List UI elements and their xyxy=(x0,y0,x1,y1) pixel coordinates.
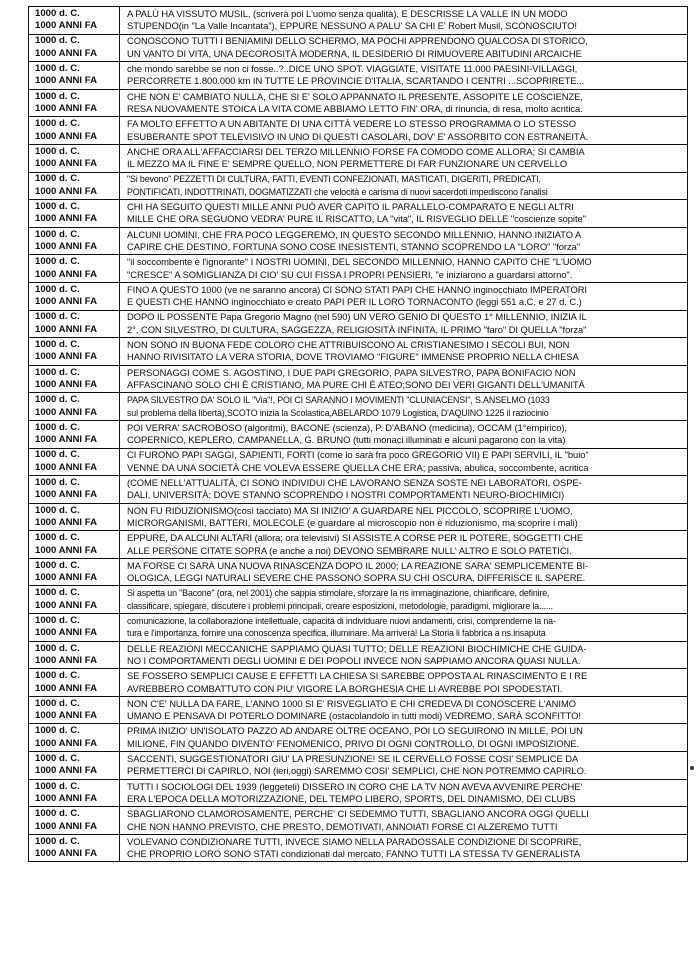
text-line-2: OLOGICA, LEGGI NATURALI SEVERE CHE PASSONO SOPRA SU CHI OSCURA, DIFFERISCE IL SAPERE. xyxy=(127,572,586,584)
date-label: 1000 d. C. xyxy=(35,366,80,378)
text-cell xyxy=(120,503,688,531)
text-line-1: NON SONO IN BUONA FEDE COLORO CHE ATTRIBUISCONO AL CRISTIANESIMO I SECOLI BUI, NON xyxy=(127,339,570,351)
date-cell xyxy=(29,144,120,172)
text-line-2: CHE NON HANNO PREVISTO, CHE PRESTO, DEMOTIVATI, ANNOIATI FORSE CI ALZEREMO TUTTI xyxy=(127,820,558,832)
text-cell xyxy=(120,200,688,228)
table-row xyxy=(29,669,688,697)
date-cell xyxy=(29,752,120,780)
text-line-2: classificare, spiegare, discutere i problemi principali, creare esposizioni, metodologie, paradigmi, migliorare la...... xyxy=(127,600,553,611)
date-cell xyxy=(29,89,120,117)
table-row xyxy=(29,779,688,807)
text-line-1: SBAGLIARONO CLAMOROSAMENTE, PERCHE' CI SEDEMMO TUTTI, SBAGLIANO ANCORA OGGI QUELLI xyxy=(127,808,589,820)
text-line-2: VENNE DA UNA SOCIETÀ CHE VOLEVA ESSERE QUELLA CHE ERA; passiva, abulica, soccombente, acritica xyxy=(127,461,589,473)
table-row xyxy=(29,614,688,642)
table-row xyxy=(29,34,688,62)
text-cell xyxy=(120,834,688,862)
text-line-2: MILLE CHE ORA SEGUONO VEDRA' PURE IL RISCATTO, LA "vita", IL RISVEGLIO DELLE "coscienze sopite" xyxy=(127,213,586,225)
date-cell xyxy=(29,503,120,531)
text-cell xyxy=(120,89,688,117)
text-line-2: NO I COMPORTAMENTI DEGLI UOMINI E DEI POPOLI INVECE NON SAPPIAMO ANCORA QUASI NULLA. xyxy=(127,654,581,666)
text-cell xyxy=(120,641,688,669)
date-cell xyxy=(29,558,120,586)
text-line-2: CHE PROPRIO LORO SONO STATI condizionati dal mercato, FANNO TUTTI LA STESSA TV GENERALISTA xyxy=(127,848,581,860)
text-cell xyxy=(120,807,688,835)
date-label: 1000 d. C. xyxy=(35,642,80,654)
text-cell xyxy=(120,282,688,310)
text-cell xyxy=(120,558,688,586)
text-cell xyxy=(120,614,688,642)
date-label: 1000 d. C. xyxy=(35,752,80,764)
date-label: 1000 d. C. xyxy=(35,559,80,571)
text-line-2: AFFASCINANO SOLO CHI È CRISTIANO, MA PURE CHI È ATEO;SONO DEI VERI GIGANTI DELL'UMANITÀ xyxy=(127,379,585,391)
date-cell xyxy=(29,531,120,559)
date-label: 1000 d. C. xyxy=(35,228,80,240)
date-cell xyxy=(29,7,120,35)
date-cell xyxy=(29,669,120,697)
ago-label: 1000 ANNI FA xyxy=(35,379,98,391)
date-cell xyxy=(29,696,120,724)
text-line-2: PERCORRETE 1.800.000 km IN TUTTE LE PROVINCIE D'ITALIA, SCARTANDO I CENTRI ...SCOPRIRETE... xyxy=(127,75,585,87)
text-line-1: PAPA SILVESTRO DA' SOLO IL "Via"!, POI CI SARANNO I MOVIMENTI "CLUNIACENSI", S.ANSELMO (1033 xyxy=(127,395,550,406)
text-line-2: tura e l'importanza, fornire una conoscenza specifica, illuminare. Ma arriverà! La Storia li fabbrica a ns.insaputa xyxy=(127,628,546,639)
ago-label: 1000 ANNI FA xyxy=(35,765,98,777)
text-line-1: MA FORSE CI SARÀ UNA NUOVA RINASCENZA DOPO IL 2000; LA REAZIONE SARA' SEMPLICEMENTE BI- xyxy=(127,559,589,571)
date-label: 1000 d. C. xyxy=(35,63,80,75)
text-cell xyxy=(120,531,688,559)
text-cell xyxy=(120,117,688,145)
ago-label: 1000 ANNI FA xyxy=(35,544,98,556)
text-cell xyxy=(120,393,688,421)
ago-label: 1000 ANNI FA xyxy=(35,737,98,749)
ago-label: 1000 ANNI FA xyxy=(35,627,98,639)
text-cell xyxy=(120,7,688,35)
table-row xyxy=(29,420,688,448)
ago-label: 1000 ANNI FA xyxy=(35,75,98,87)
text-line-1: FINO A QUESTO 1000 (ve ne saranno ancora) CI SONO STATI PAPI CHE HANNO inginocchiato IMPERATORI xyxy=(127,283,587,295)
text-line-2: MICRORGANISMI, BATTERI, MOLECOLE (e guardare al microscopio non è riduzionismo, ma scoprire i mali) xyxy=(127,516,578,528)
table-row xyxy=(29,227,688,255)
ago-label: 1000 ANNI FA xyxy=(35,710,98,722)
ago-label: 1000 ANNI FA xyxy=(35,434,98,446)
table-row xyxy=(29,558,688,586)
date-label: 1000 d. C. xyxy=(35,35,80,47)
text-line-2: PERMETTERCI DI CAPIRLO, NOI (ieri,oggi) SAREMMO COSI' SEMPLICI, CHE NON POTREMMO CAPIRLO. xyxy=(127,765,587,777)
date-cell xyxy=(29,586,120,614)
date-cell xyxy=(29,310,120,338)
date-cell xyxy=(29,365,120,393)
ago-label: 1000 ANNI FA xyxy=(35,599,98,611)
date-label: 1000 d. C. xyxy=(35,614,80,626)
text-line-2: "CRESCE" A SOMIGLIANZA DI CIO' SU CUI FISSA I PROPRI PENSIERI, "e iniziarono a guardarsi attorno". xyxy=(127,268,573,280)
date-label: 1000 d. C. xyxy=(35,835,80,847)
ago-label: 1000 ANNI FA xyxy=(35,351,98,363)
date-label: 1000 d. C. xyxy=(35,90,80,102)
table-row xyxy=(29,448,688,476)
text-cell xyxy=(120,420,688,448)
text-line-2: UN VANTO DI VITA, UNA DECOROSITÀ MODERNA, IL DESIDERIO DI RIMUOVERE ABITUDINI ARCAICHE xyxy=(127,47,582,59)
date-label: 1000 d. C. xyxy=(35,394,80,406)
date-cell xyxy=(29,255,120,283)
text-cell xyxy=(120,255,688,283)
text-cell xyxy=(120,227,688,255)
table-row xyxy=(29,310,688,338)
date-label: 1000 d. C. xyxy=(35,587,80,599)
ago-label: 1000 ANNI FA xyxy=(35,406,98,418)
ago-label: 1000 ANNI FA xyxy=(35,158,98,170)
document-sheet xyxy=(28,6,688,862)
text-cell xyxy=(120,696,688,724)
text-cell xyxy=(120,752,688,780)
text-line-2: HANNO RIVISITATO LA VERA STORIA, DOVE TROVIAMO "FIGURE" IMMENSE PROPRIO NELLA CHIESA xyxy=(127,351,579,363)
table-row xyxy=(29,531,688,559)
ago-label: 1000 ANNI FA xyxy=(35,185,98,197)
table-row xyxy=(29,724,688,752)
text-line-1: comunicazione, la collaborazione intellettuale, capacità di individuare nuovi andamenti, crisi, comprenderne la na- xyxy=(127,615,556,626)
text-cell xyxy=(120,144,688,172)
date-label: 1000 d. C. xyxy=(35,283,80,295)
text-line-1: PRIMA INIZIO' UN'ISOLATO PAZZO AD ANDARE OLTRE OCEANO, POI LO SEGUIRONO IN MILLE, POI UN xyxy=(127,725,583,737)
ink-spot xyxy=(690,766,694,770)
date-label: 1000 d. C. xyxy=(35,449,80,461)
date-label: 1000 d. C. xyxy=(35,311,80,323)
date-label: 1000 d. C. xyxy=(35,421,80,433)
date-label: 1000 d. C. xyxy=(35,780,80,792)
date-cell xyxy=(29,448,120,476)
date-cell xyxy=(29,641,120,669)
date-cell xyxy=(29,200,120,228)
date-label: 1000 d. C. xyxy=(35,808,80,820)
ago-label: 1000 ANNI FA xyxy=(35,820,98,832)
text-line-2: UMANO E PENSAVA DI POTERLO DOMINARE (ostacolandolo in tutti modi) VEDREMO, SARÀ SCONFITTO! xyxy=(127,710,581,722)
text-cell xyxy=(120,669,688,697)
text-line-1: che mondo sarebbe se non ci fosse..?..DICE UNO SPOT. VIAGGIATE, VISITATE 11.000 PAESINI-VILLAGGI, xyxy=(127,63,578,75)
ago-label: 1000 ANNI FA xyxy=(35,489,98,501)
text-line-2: DALI, UNIVERSITÀ; DOVE STANNO SCOPRENDO I NOSTRI COMPORTAMENTI NEURO-BIOCHIMICI) xyxy=(127,489,565,501)
date-cell xyxy=(29,227,120,255)
date-label: 1000 d. C. xyxy=(35,670,80,682)
chronicle-rows xyxy=(29,7,688,862)
text-line-1: VOLEVANO CONDIZIONARE TUTTI, INVECE SIAMO NELLA PARADOSSALE CONDIZIONE DI SCOPRIRE, xyxy=(127,835,582,847)
date-cell xyxy=(29,282,120,310)
ago-label: 1000 ANNI FA xyxy=(35,654,98,666)
text-line-2: ERA L'EPOCA DELLA MOTORIZZAZIONE, DEL TEMPO LIBERO, SPORTS, DEL DINAMISMO, DEI CLUBS xyxy=(127,792,576,804)
table-row xyxy=(29,586,688,614)
text-line-1: (COME NELL'ATTUALITÀ, CI SONO INDIVIDUI CHE LAVORANO SENZA SOSTE NEI LABORATORI, OSPE- xyxy=(127,476,582,488)
text-cell xyxy=(120,365,688,393)
date-cell xyxy=(29,172,120,200)
table-row xyxy=(29,62,688,90)
ago-label: 1000 ANNI FA xyxy=(35,103,98,115)
text-cell xyxy=(120,310,688,338)
table-row xyxy=(29,7,688,35)
text-cell xyxy=(120,34,688,62)
ago-label: 1000 ANNI FA xyxy=(35,461,98,473)
table-row xyxy=(29,476,688,504)
table-row xyxy=(29,89,688,117)
text-line-2: sul problema della libertà),SCOTO inizia la Scolastica,ABELARDO 1079 Logistica, D'AQUINO 1225 il raziocinio xyxy=(127,407,549,418)
text-cell xyxy=(120,586,688,614)
text-line-1: "il soccombente è l'ignorante" I NOSTRI UOMINI, DEL SECONDO MILLENNIO, HANNO CAPITO CHE "L'UOMO xyxy=(127,256,592,268)
ago-label: 1000 ANNI FA xyxy=(35,268,98,280)
ago-label: 1000 ANNI FA xyxy=(35,47,98,59)
date-label: 1000 d. C. xyxy=(35,532,80,544)
table-row xyxy=(29,393,688,421)
text-line-1: EPPURE, DA ALCUNI ALTARI (allora; ora televisivi) SI ASSISTE A CORSE PER IL POTERE, SOGGETTI CHE xyxy=(127,532,584,544)
text-line-1: A PALÙ HA VISSUTO MUSIL, (scriverà poi L'uomo senza qualità), E DESCRISSE LA VALLE IN UN MODO xyxy=(127,7,568,19)
date-cell xyxy=(29,834,120,862)
text-line-1: "Si bevono" PEZZETTI DI CULTURA, FATTI, EVENTI CONFEZIONATI, MASTICATI, DIGERITI, PREDICATI, xyxy=(127,174,541,185)
text-line-1: CONOSCONO TUTTI I BENIAMINI DELLO SCHERMO, MA POCHI APPRENDONO QUALCOSA DI STORICO, xyxy=(127,35,588,47)
ago-label: 1000 ANNI FA xyxy=(35,213,98,225)
text-line-1: CI FURONO PAPI SAGGI, SAPIENTI, FORTI (come lo sarà fra poco GREGORIO VII) E PAPI SERVILI, IL "buio" xyxy=(127,449,589,461)
text-line-2: 2°, CON SILVESTRO, DI CULTURA, SAGGEZZA, RELIGIOSITÀ INFINITA, IL PRIMO "faro" DI QUELLA "forza" xyxy=(127,323,587,335)
table-row xyxy=(29,282,688,310)
text-line-1: POI VERRA' SACROBOSO (algoritmi), BACONE (scienza), P. D'ABANO (medicina), OCCAM (1°empirico), xyxy=(127,421,568,433)
date-cell xyxy=(29,34,120,62)
ago-label: 1000 ANNI FA xyxy=(35,130,98,142)
date-label: 1000 d. C. xyxy=(35,697,80,709)
table-row xyxy=(29,696,688,724)
date-label: 1000 d. C. xyxy=(35,201,80,213)
text-line-1: DOPO IL POSSENTE Papa Gregorio Magno (nel 590) UN VERO GENIO DI QUESTO 1° MILLENNIO, INIZIA IL xyxy=(127,311,587,323)
text-line-2: MILIONE, FIN QUANDO DIVENTO' FENOMENICO, PRIVO DI OGNI CONTROLLO, DI OGNI IMPOSIZIONE. xyxy=(127,737,580,749)
table-row xyxy=(29,117,688,145)
text-line-1: Si aspetta un "Bacone" (ora, nel 2001) che sappia stimolare, sforzare la ns immaginazione, chiarificare, definire, xyxy=(127,588,550,599)
text-line-1: CHI HA SEGUITO QUESTI MILLE ANNI PUÒ AVER CAPITO IL PARALLELO-COMPARATO E NEGLI ALTRI xyxy=(127,201,574,213)
date-cell xyxy=(29,614,120,642)
chronicle-table xyxy=(28,6,688,862)
text-line-2: IL MEZZO MA IL FINE E' SEMPRE QUELLO, NON PERMETTERE DI FAR FUNZIONARE UN CERVELLO xyxy=(127,158,568,170)
table-row xyxy=(29,338,688,366)
ago-label: 1000 ANNI FA xyxy=(35,792,98,804)
text-line-2: STUPENDO(in "La Valle Incantata"), EPPURE NESSUNO A PALU' SA CHI E' Robert Musil, SCONOSCIUTO! xyxy=(127,20,577,32)
table-row xyxy=(29,200,688,228)
date-cell xyxy=(29,62,120,90)
date-label: 1000 d. C. xyxy=(35,173,80,185)
text-line-2: CAPIRE CHE DESTINO, FORTUNA SONO COSE INESISTENTI, STANNO SCOPRENDO LA "LORO" "forza" xyxy=(127,241,581,253)
date-label: 1000 d. C. xyxy=(35,145,80,157)
ago-label: 1000 ANNI FA xyxy=(35,572,98,584)
date-cell xyxy=(29,393,120,421)
ago-label: 1000 ANNI FA xyxy=(35,848,98,860)
date-label: 1000 d. C. xyxy=(35,339,80,351)
date-cell xyxy=(29,724,120,752)
date-cell xyxy=(29,420,120,448)
table-row xyxy=(29,641,688,669)
text-line-1: CHE NON E' CAMBIATO NULLA, CHE SI E' SOLO APPANNATO IL PRESENTE, ASSOPITE LE COSCIENZE, xyxy=(127,90,583,102)
date-label: 1000 d. C. xyxy=(35,7,80,19)
table-row xyxy=(29,365,688,393)
text-line-1: SE FOSSERO SEMPLICI CAUSE E EFFETTI LA CHIESA SI SAREBBE OPPOSTA AL RINASCIMENTO E I RE xyxy=(127,670,588,682)
table-row xyxy=(29,503,688,531)
text-cell xyxy=(120,779,688,807)
text-cell xyxy=(120,62,688,90)
text-cell xyxy=(120,476,688,504)
text-line-1: PERSONAGGI COME S. AGOSTINO, I DUE PAPI GREGORIO, PAPA SILVESTRO, PAPA BONIFACIO NON xyxy=(127,366,576,378)
ago-label: 1000 ANNI FA xyxy=(35,323,98,335)
ago-label: 1000 ANNI FA xyxy=(35,241,98,253)
text-line-2: AVREBBERO COMBATTUTO CON PIU' VIGORE LA BORGHESIA CHE LI AVREBBE POI SPODESTATI. xyxy=(127,682,563,694)
date-label: 1000 d. C. xyxy=(35,725,80,737)
date-label: 1000 d. C. xyxy=(35,504,80,516)
ago-label: 1000 ANNI FA xyxy=(35,682,98,694)
text-line-1: NON C'E' NULLA DA FARE, L'ANNO 1000 SI E' RISVEGLIATO E CHI CREDEVA DI CONOSCERE L'ANIMO xyxy=(127,697,576,709)
ago-label: 1000 ANNI FA xyxy=(35,516,98,528)
text-cell xyxy=(120,172,688,200)
text-line-2: ESUBERANTE SPOT TELEVISIVO IN UNO DI QUESTI CASOLARI, DOV' E' ASSORBITO CON ESTRANEITÀ. xyxy=(127,130,589,142)
text-cell xyxy=(120,448,688,476)
table-row xyxy=(29,752,688,780)
ago-label: 1000 ANNI FA xyxy=(35,296,98,308)
table-row xyxy=(29,255,688,283)
text-line-1: DELLE REAZIONI MECCANICHE SAPPIAMO QUASI TUTTO; DELLE REAZIONI BIOCHIMICHE CHE GUIDA- xyxy=(127,642,587,654)
text-line-2: RESA NUOVAMENTE STOICA LA VITA COME ABBIAMO LETTO FIN' ORA, di rinuncia, di resa, molto acritica. xyxy=(127,103,583,115)
text-cell xyxy=(120,724,688,752)
text-line-2: ALLE PERSONE CITATE SOPRA (e anche a noi) DEVONO SEMBRARE NULL' ALTRO E SOLO PATETICI. xyxy=(127,544,572,556)
date-label: 1000 d. C. xyxy=(35,118,80,130)
text-line-2: PONTIFICATI, INDOTTRINATI, DOGMATIZZATI che velocità e carisma di nuovi sacerdoti impediscono l'analisi xyxy=(127,186,548,197)
table-row xyxy=(29,834,688,862)
text-line-1: SACCENTI, SUGGESTIONATORI GIU' LA PRESUNZIONE! SE IL CERVELLO FOSSE COSI' SEMPLICE DA xyxy=(127,752,579,764)
table-row xyxy=(29,172,688,200)
date-cell xyxy=(29,117,120,145)
text-line-1: FA MOLTO EFFETTO A UN ABITANTE DI UNA CITTÀ VEDERE LO STESSO PROGRAMMA O LO STESSO xyxy=(127,118,576,130)
text-line-1: NON FU RIDUZIONISMO(così tacciato) MA SI INIZIO' A GUARDARE NEL PICCOLO, SCOPRIRE L'UOMO, xyxy=(127,504,573,516)
text-line-1: ALCUNI UOMINI, CHE FRA POCO LEGGEREMO, IN QUESTO SECONDO MILLENNIO, HANNO INIZIATO A xyxy=(127,228,582,240)
table-row xyxy=(29,144,688,172)
date-cell xyxy=(29,779,120,807)
text-line-1: ANCHE ORA ALL'AFFACCIARSI DEL TERZO MILLENNIO FORSE FA COMODO COME ALLORA; SI CAMBIA xyxy=(127,145,585,157)
date-label: 1000 d. C. xyxy=(35,256,80,268)
table-row xyxy=(29,807,688,835)
date-cell xyxy=(29,338,120,366)
ago-label: 1000 ANNI FA xyxy=(35,20,98,32)
text-line-2: COPERNICO, KEPLERO, CAMPANELLA, G. BRUNO (tutti monaci illuminati e alcuni pagarono con la vita) xyxy=(127,434,566,446)
text-line-2: E QUESTI CHE HANNO inginocchiato e creato PAPI PER IL LORO TORNACONTO (leggi 551 a.C. e 27 d. C.) xyxy=(127,296,582,308)
date-cell xyxy=(29,807,120,835)
date-cell xyxy=(29,476,120,504)
date-label: 1000 d. C. xyxy=(35,476,80,488)
text-cell xyxy=(120,338,688,366)
text-line-1: TUTTI I SOCIOLOGI DEL 1939 (leggeteli) DISSERO IN CORO CHE LA TV NON AVEVA AVVENIRE PERCHE' xyxy=(127,780,583,792)
